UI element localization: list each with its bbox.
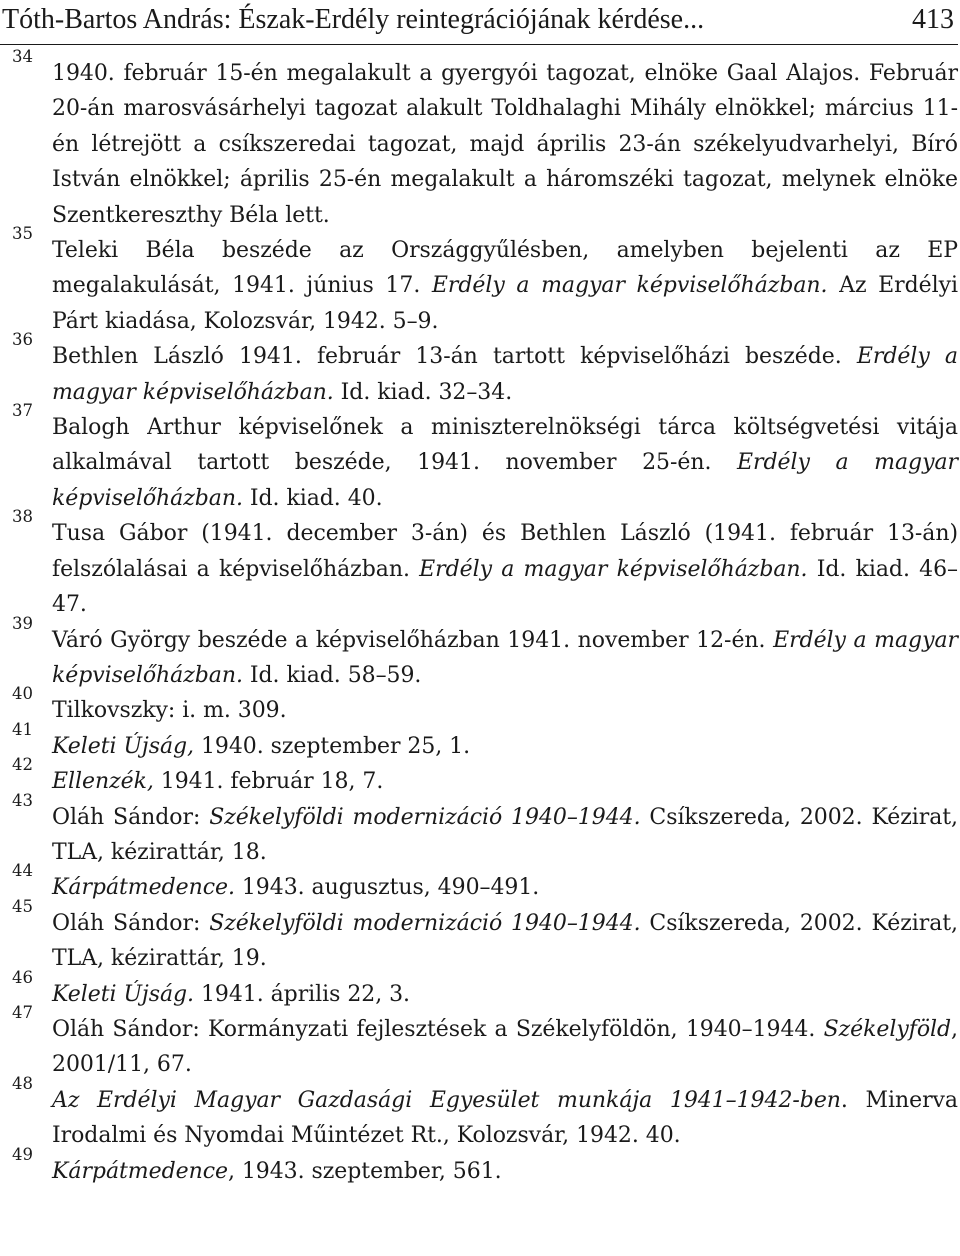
footnote-48 <box>0 1073 958 1154</box>
page-number: 413 <box>912 4 954 35</box>
footnote-number: 49 <box>12 1144 33 1164</box>
footnote-italic-text: Keleti Újság, <box>52 733 194 759</box>
footnote-text: Id. kiad. 58–59. <box>242 662 422 688</box>
footnote-italic-text: Erdély a magyar képviselőházban. <box>419 556 808 582</box>
footnote-number: 35 <box>12 224 33 244</box>
footnote-italic-text: Székelyföld <box>823 1016 952 1042</box>
footnote-43 <box>0 790 959 871</box>
footnote-number: 43 <box>12 790 33 810</box>
footnote-text: Az Erdélyi Párt kiadása, Kolozsvár, 1942. 5–9. <box>52 273 958 334</box>
footnote-italic-text: Az Erdélyi Magyar Gazdasági Egyesület munkája 1941–1942-ben <box>52 1087 841 1113</box>
footnote-number: 44 <box>12 861 33 881</box>
footnote-italic-text: Kárpátmedence <box>52 1158 228 1184</box>
footnote-36 <box>0 330 958 410</box>
footnote-text: 1943. augusztus, 490–491. <box>234 875 540 901</box>
footnote-text: Id. kiad. 32–34. <box>333 379 513 405</box>
footnote-italic-text: Ellenzék, <box>52 769 154 795</box>
footnote-italic-text: Erdély a magyar képviselőházban. <box>431 273 828 299</box>
footnote-text: 1940. szeptember 25, 1. <box>194 733 471 759</box>
footnote-34 <box>0 47 958 233</box>
footnote-46 <box>0 967 958 1012</box>
footnote-italic-text: Székelyföldi modernizáció 1940–1944. <box>209 910 641 936</box>
footnote-41 <box>0 719 958 764</box>
footnote-italic-text: Székelyföldi modernizáció 1940–1944. <box>209 804 641 830</box>
footnote-text: , 2001/11, 67. <box>52 1016 958 1078</box>
footnote-number: 38 <box>12 507 33 527</box>
footnote-number: 34 <box>12 47 33 66</box>
footnote-text: Balogh Arthur képviselőnek a miniszterelnökségi tárca költségvetési vitája alkalmával tartott beszéde, 1941. november 25-én. <box>52 415 958 476</box>
footnote-number: 47 <box>12 1002 33 1022</box>
footnote-text: Bethlen László 1941. február 13-án tartott képviselőházi beszéde. <box>52 344 857 370</box>
footnote-text: Csíkszereda, 2002. Kézirat, TLA, kézirattár, 18. <box>52 804 959 865</box>
footnote-number: 37 <box>12 401 33 421</box>
footnote-number: 45 <box>12 896 33 916</box>
footnote-text: Tilkovszky: i. m. 309. <box>52 698 287 724</box>
footnote-text: . Minerva Irodalmi és Nyomdai Műintézet Rt., Kolozsvár, 1942. 40. <box>52 1087 958 1149</box>
footnote-text: Teleki Béla beszéde az Országgyűlésben, amelyben bejelenti az EP megalakulását, 1941. június 17. <box>52 238 958 299</box>
footnote-text: Id. kiad. 40. <box>242 485 383 511</box>
footnote-italic-text: Erdély a magyar képviselőházban. <box>52 627 958 688</box>
footnote-text: Csíkszereda, 2002. Kézirat, TLA, kézirattár, 19. <box>52 910 959 972</box>
footnote-italic-text: Keleti Újság. <box>52 981 194 1007</box>
footnotes-list <box>0 47 959 1189</box>
footnote-45 <box>0 896 959 977</box>
footnote-text: Váró György beszéde a képviselőházban 1941. november 12-én. <box>52 627 774 653</box>
footnote-42 <box>0 755 958 799</box>
footnote-text: Oláh Sándor: <box>52 910 210 936</box>
footnote-text: , 1943. szeptember, 561. <box>227 1158 502 1184</box>
footnote-text: Tusa Gábor (1941. december 3-án) és Bethlen László (1941. február 13-án) felszólalásai a képviselőházban. <box>52 521 958 582</box>
footnote-38 <box>0 507 958 622</box>
footnote-49 <box>0 1144 958 1189</box>
running-header <box>0 0 958 45</box>
footnote-39 <box>0 613 958 694</box>
footnote-37 <box>0 401 958 516</box>
footnote-text: Id. kiad. 46–47. <box>52 556 958 618</box>
footnote-40 <box>0 684 958 728</box>
footnote-text: Oláh Sándor: <box>52 804 210 830</box>
footnote-text: Oláh Sándor: Kormányzati fejlesztések a Székelyföldön, 1940–1944. <box>52 1016 824 1042</box>
footnote-number: 40 <box>12 684 33 704</box>
footnote-italic-text: Erdély a magyar képviselőházban. <box>52 450 958 511</box>
footnote-text: 1941. február 18, 7. <box>153 769 384 795</box>
footnote-35 <box>0 224 958 339</box>
footnote-text: 1941. április 22, 3. <box>194 981 410 1007</box>
footnote-text: 1940. február 15-én megalakult a gyergyói tagozat, elnöke Gaal Alajos. Február 20-án marosvásárhelyi tagozat alakult Toldhalaghi Mihály elnökkel; március 11-én létrejött a csíkszeredai tagozat, majd április 23-án székelyudvarhelyi, Bíró István elnökkel; április 25-én megalakult a háromszéki tagozat, melynek elnöke Szentkereszthy Béla lett. <box>52 61 958 228</box>
footnote-number: 48 <box>12 1073 33 1093</box>
footnote-number: 42 <box>12 755 33 775</box>
footnote-number: 39 <box>12 613 33 633</box>
footnote-italic-text: Erdély a magyar képviselőházban. <box>52 344 958 405</box>
footnote-44 <box>0 861 958 905</box>
footnote-47 <box>0 1002 958 1083</box>
running-header-title: Tóth-Bartos András: Észak-Erdély reintegrációjának kérdése... <box>2 4 705 35</box>
footnote-number: 46 <box>12 967 33 987</box>
footnote-number: 36 <box>12 330 33 350</box>
footnote-italic-text: Kárpátmedence. <box>52 875 235 901</box>
footnote-number: 41 <box>12 719 33 739</box>
